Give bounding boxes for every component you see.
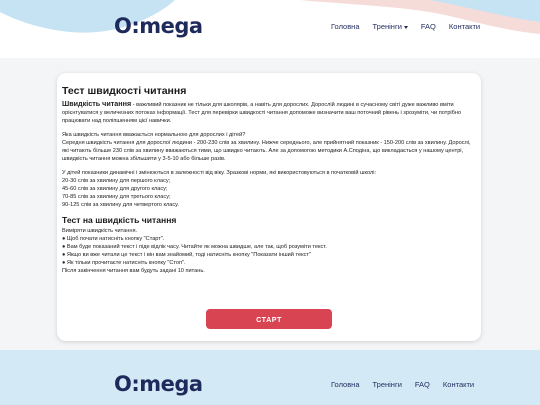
test-instruction: ● Якщо ви вже читали це текст і він вам знайомий, тоді натисніть кнопку "Показати інший текст" bbox=[62, 252, 311, 258]
footer-nav bbox=[331, 380, 487, 389]
adult-norms-text: Середня швидкість читання для дорослої людини - 200-230 слів за хвилину. Нижче середнього, але прийнятний показник - 150-200 слів за хвилину. Дорослі, які читають більше 230 слів за хвилину вважаються тими, що швидко читають. Але за допомогою методики А.Сподіна, що викладається у нашому центрі, швидкість читання можна збільшити у 3-5-10 або більше разів. bbox=[62, 140, 471, 162]
nav-home-link[interactable]: Головна bbox=[331, 22, 360, 31]
site-logo[interactable]: O:mega bbox=[114, 14, 203, 38]
test-section-title: Тест на швидкість читання bbox=[62, 215, 177, 225]
page-title: Тест швидкості читання bbox=[62, 85, 187, 97]
start-button-wrap bbox=[57, 309, 481, 329]
norm-item: 90-125 слів за хвилину для четвертого класу. bbox=[62, 202, 179, 208]
test-card bbox=[57, 73, 481, 341]
footer-nav-contacts-link[interactable]: Контакти bbox=[442, 380, 475, 389]
norm-item: 20-30 слів за хвилину для першого класу; bbox=[62, 178, 171, 184]
intro-bold: Швидкість читання bbox=[62, 99, 132, 108]
nav-trainings-dropdown[interactable] bbox=[373, 22, 408, 31]
footer-logo[interactable]: O:mega bbox=[114, 372, 203, 396]
test-instruction: Виміряти швидкість читання. bbox=[62, 228, 138, 234]
children-norms-intro: У дітей показники динамічні і змінюються в залежності від віку. Зразкові норми, які використовуються в початковій школі: bbox=[62, 170, 377, 176]
footer-nav-faq-link[interactable]: FAQ bbox=[414, 380, 430, 389]
start-button[interactable]: СТАРТ bbox=[206, 309, 332, 329]
site-header bbox=[0, 0, 540, 58]
footer-nav-home-link[interactable]: Головна bbox=[331, 380, 360, 389]
test-instruction: ● Як тільки прочитаєте натисніть кнопку "Стоп". bbox=[62, 260, 186, 266]
chevron-down-icon bbox=[404, 26, 408, 29]
intro-text: - важливий показник не тільки для школярів, а навіть для дорослих. Дорослій людині в сучасному світі дуже важливо вміти орієнтуватися у величезних потоках інформації. Тест для перевірки швидкості читання допоможе визначити ваш поточний рівень і зрозуміти, чи потрібно працювати над поліпшенням цієї навички. bbox=[62, 102, 462, 124]
test-instruction: Після закінчення читання вам будуть задані 10 питань. bbox=[62, 268, 205, 274]
nav-contacts-link[interactable]: Контакти bbox=[448, 22, 481, 31]
norms-question: Яка швидкість читання вважається нормальною для дорослих і дітей? bbox=[62, 132, 246, 138]
norm-item: 45-60 слів за хвилину для другого класу; bbox=[62, 186, 168, 192]
nav-trainings-label: Тренінги bbox=[372, 22, 402, 31]
test-instruction: ● Вам буде показаний текст і піде відлік часу. Читайте як можна швидше, але так, щоб розуміти текст. bbox=[62, 244, 327, 250]
intro-paragraph bbox=[62, 100, 476, 125]
norm-item: 70-85 слів за хвилину для третього класу; bbox=[62, 194, 171, 200]
test-instruction: ● Щоб почати натисніть кнопку "Старт". bbox=[62, 236, 165, 242]
site-footer bbox=[0, 350, 540, 405]
nav-faq-link[interactable]: FAQ bbox=[420, 22, 436, 31]
main-nav bbox=[331, 22, 493, 31]
footer-nav-trainings-link[interactable]: Тренінги bbox=[372, 380, 402, 389]
